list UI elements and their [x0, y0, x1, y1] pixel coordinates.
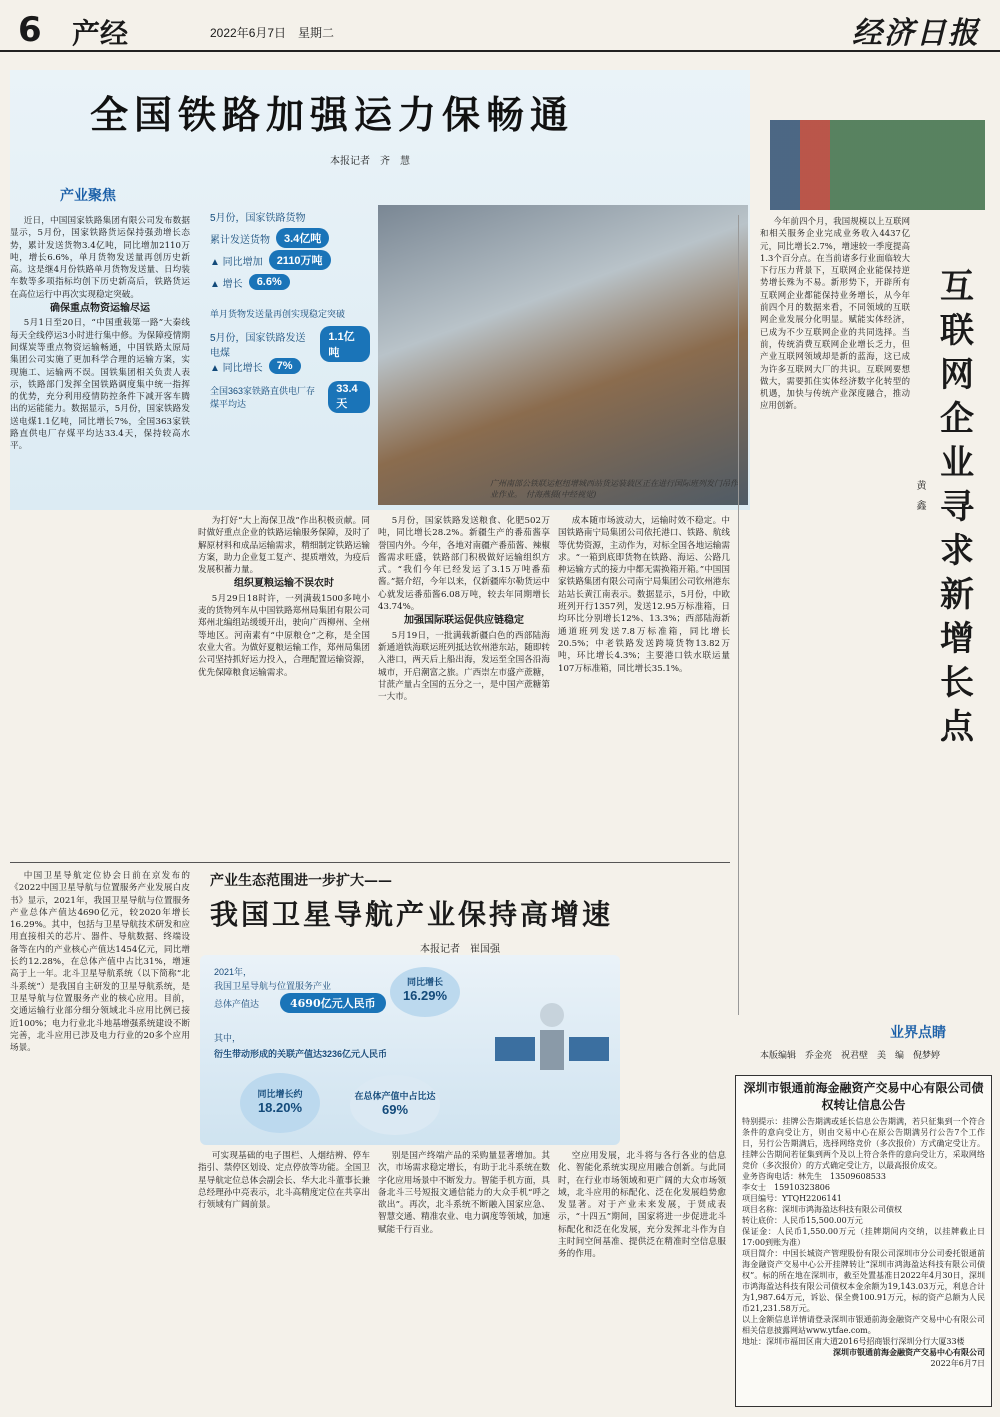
growth-label: 同比增长 — [406, 977, 443, 987]
stat-label: 5月份，国家铁路发送电煤 — [210, 333, 306, 359]
info-line2: 衍生带动形成的关联产值达3236亿元人民币 — [214, 1049, 388, 1059]
notice-contact: 李女士 15910323806 — [742, 1183, 830, 1192]
paragraph: 成本随市场波动大，运输时效不稳定。中国铁路南宁局集团公司依托港口、铁路、航线等优势资源，主动作为，对标全国各地运输需求。“一箱到底即货物在铁路、海运、公路几种运输方式的接力中都无需换箱开箱。”中国国家铁路集团有限公司南宁局集团公司钦州港东站站长黄江南表示。数据显示，5月份，中欧班列开行1357列，发送12.95万标准箱，日均环比分别增长12%、13.3%；西部陆海新通道班列发送7.8万标准箱，同比增长20.5%；中老铁路发送跨境货物13.82万吨，环比增长4.3%；主要港口铁水联运量107万标准箱，同比增长35.1%。 — [558, 516, 730, 674]
stat-value: 2110万吨 — [269, 250, 331, 270]
paragraph: 5月19日，一批满载新疆白色的西部陆海新通道铁海联运班列抵达钦州港东站，随即转入港口，两天后上船出海，发运至全国各沿海城市，开启潮富之旅。广西崇左市盛产蔗糖，甘蔗产量占全国的五分之一，是中国产蔗糖第一大市。 — [378, 630, 550, 703]
notice-title: 深圳市银通前海金融资产交易中心有限公司债权转让信息公告 — [743, 1081, 984, 1112]
stat-label: 单月货物发送量再创实现稳定突破 — [210, 308, 346, 319]
debt-transfer-notice — [735, 1075, 992, 1407]
subheading: 组织夏粮运输不误农时 — [234, 578, 334, 590]
growth-value: 16.29% — [402, 988, 448, 1003]
share-label: 在总体产值中占比达 — [354, 1091, 436, 1101]
info-total-value: 4690亿元人民币 — [280, 993, 386, 1013]
internet-headline: 互联网企业寻求新增长点 — [940, 267, 974, 747]
notice-intro: 项目简介：中国长城资产管理股份有限公司深圳市分公司委托银通前海金融资产交易中心公开挂牌转让“深圳市鸿海盈达科技有限公司债权”。标的所在地在深圳市，截至处置基准日2022年4月30日，深圳市鸿海盈达科技有限公司债权本金余额为19,143.03万元，利息合计为1,987.64万元，诉讼、保全费100.91万元，标的资产总额为人民币21,231.58万元。 — [742, 1249, 985, 1313]
paragraph: 近日，中国国家铁路集团有限公司发布数据显示，5月份，国家铁路货运保持强劲增长态势，累计发送货物3.4亿吨，同比增加2110万吨，增长6.6%，单月货物发送量再创历史新高。这是继4月份铁路单月货物发送量、日均装车数等多项指标均创下历史新高后，铁路货运在高位运行中再次实现稳定突破。 — [10, 216, 190, 300]
stat-row — [210, 227, 370, 249]
notice-body — [736, 1116, 991, 1369]
stat-label: 累计发送货物 — [210, 234, 270, 246]
satellite-headline: 我国卫星导航产业保持高增速 — [210, 898, 614, 931]
rail-stats-panel — [210, 205, 370, 455]
freight-train-graphic — [770, 120, 985, 210]
rail-column-tag: 产业聚焦 — [60, 188, 116, 204]
satellite-kicker: 产业生态范围进一步扩大—— — [210, 873, 392, 889]
info-among: 其中， — [214, 1033, 242, 1043]
page-number: 6 — [18, 10, 42, 50]
container-port-photo — [378, 205, 748, 505]
column-divider — [738, 215, 739, 1015]
satellite-icon — [490, 975, 610, 1125]
stat-value: 6.6% — [249, 274, 290, 290]
related-growth-bubble — [240, 1073, 320, 1133]
info-total-label: 总体产值达 — [214, 999, 260, 1009]
stat-row — [210, 205, 370, 227]
stat-row — [210, 271, 370, 293]
stat-label: ▲ 同比增长 — [210, 362, 263, 374]
paragraph: 今年前四个月，我国规模以上互联网和相关服务企业完成业务收入4437亿元，同比增长2.7%，增速较一季度提高1.3个百分点。在当前诸多行业面临较大下行压力背景下，互联网企业能保持逆势增长殊为不易。新形势下，开辟所有互联网企业都能保持业务增长，从今年前四个月的数据来看，不同领域的互联网企业发展分化明显。赋能实体经济，已成为不少互联网企业的共同选择。当前，传统消费互联网企业增长乏力，但产业互联网领域却是新的蓝海，这已成为许多互联网大厂的共识。互联网要想做大，需要抓住实体经济数字化转型的机遇，加快与传统产业深度融合，推动应用创新。 — [760, 216, 910, 411]
paragraph: 5月29日18时许，一列满载1500多吨小麦的货物列车从中国铁路郑州局集团有限公司郑州北编组站缓缓开出，驶向广西柳州、全州等地区。河南素有“中原粮仓”之称，是全国农业大省。为做好夏粮运输工作，郑州局集团公司坚持抓好运力投入，合理配置运输资源，优先保障粮食运输需求。 — [198, 593, 370, 678]
rail-column-3 — [378, 515, 550, 855]
paragraph: 为打好“大上海保卫战”作出积极贡献。同时做好重点企业的铁路运输服务保障，及时了解原材料和成品运输需求，精细制定铁路运输方案，助力企业复工复产、提质增效，为疫后发展积蓄力量。 — [198, 516, 370, 576]
internet-author: 黄 鑫 — [914, 480, 925, 510]
stat-value: 3.4亿吨 — [276, 228, 329, 248]
rail-headline: 全国铁路加强运力保畅通 — [90, 92, 575, 137]
info-line1: 我国卫星导航与位置服务产业 — [214, 981, 332, 991]
newspaper-logo: 经济日报 — [852, 16, 980, 51]
satellite-byline: 本报记者 崔国强 — [420, 944, 500, 955]
satellite-column-2 — [198, 1150, 370, 1405]
satellite-column-1 — [10, 870, 190, 1405]
stat-value: 7% — [269, 358, 301, 374]
rail-column-4 — [558, 515, 730, 855]
stat-row — [210, 377, 370, 417]
share-bubble — [350, 1075, 440, 1135]
notice-date: 2022年6月7日 — [930, 1359, 985, 1368]
stat-row — [210, 249, 370, 271]
rail-column-1 — [10, 215, 190, 855]
stat-row — [210, 331, 370, 359]
growth-bubble — [390, 967, 460, 1017]
rail-column-2 — [198, 515, 370, 855]
stat-value: 1.1亿吨 — [320, 326, 370, 362]
stat-label: 5月份，国家铁路货物 — [210, 212, 306, 224]
related-growth-value: 18.20% — [257, 1100, 303, 1115]
notice-price: 转让底价：人民币15,500.00万元 — [742, 1216, 863, 1225]
paragraph: 中国卫星导航定位协会日前在京发布的《2022中国卫星导航与位置服务产业发展白皮书》显示，2021年，我国卫星导航与位置服务产业总体产值达4690亿元，较2020年增长16.29%。其中，包括与卫星导航技术研发和应用直接相关的芯片、器件、导航数据、终端设备等在内的产业核心产值达1454亿元，同比增长约12.28%，在总体产值中占比31%，增速高于上一年。北斗卫星导航系统（以下简称“北斗系统”）是我国自主研发的卫星导航系统，是卫星导航与位置服务产业的核心应用。目前，交通运输行业部分细分领域北斗应用比例已接近100%；电力行业北斗地基增强系统建设不断完善，北斗应用已涉及电力行业的20多个应用场景。 — [10, 871, 190, 1054]
page-editors: 本版编辑 乔金亮 祝君壁 美 编 倪梦婷 — [760, 1051, 941, 1061]
internet-commentary — [760, 215, 910, 955]
paragraph: 空应用发展，北斗将与各行各业的信息化、智能化系统实现应用融合创新。与此同时，在行业市场领域和更广阔的大众市场领域，北斗应用的标配化、泛在化发展趋势愈发显著。对于产业未来发展，于贤成表示，“十四五”期间，国家将进一步促进北斗标配化和泛在化发展，充分发挥北斗作为自主时间空间基准、提供泛在精准时空信息服务的作用。 — [558, 1151, 726, 1260]
section-name: 产经 — [72, 17, 129, 50]
masthead — [0, 0, 1000, 52]
info-year: 2021年， — [214, 967, 253, 977]
satellite-column-3 — [378, 1150, 550, 1405]
notice-tip: 特别提示：挂牌公告期满或延长信息公告期满，若只征集到一个符合条件的意向受让方，则由交易中心在原公告期满另行公告7个工作日，另行公告期满后，选择网络竞价（多次报价）方式确定受让方。挂牌公告期间若征集到两个及以上符合条件的意向受让方，采取网络竞价（多次报价）的方式确定受让方，以最高报价成交。 — [742, 1117, 985, 1170]
subheading: 加强国际联运促供应链稳定 — [404, 615, 524, 627]
satellite-column-4 — [558, 1150, 726, 1405]
stat-label: ▲ 同比增加 — [210, 256, 263, 268]
notice-project-name: 项目名称：深圳市鸿海盈达科技有限公司债权 — [742, 1205, 902, 1214]
photo-caption: 广州南部公铁联运枢纽增城西站货运装载区正在进行国际班列发门吊作业作业。 付海燕摄(中经视觉) — [490, 479, 738, 499]
paragraph: 可实现基础的电子围栏、人烟结辨、停车指引、禁停区划设、定点停放等功能。全国卫星导航定位总体会副会长、华大北斗董事长兼总经理孙中亮表示，北斗高精度定位在共享出行领域有广阔前景。 — [198, 1151, 370, 1211]
subheading: 确保重点物资运输尽运 — [50, 303, 150, 315]
notice-deposit: 保证金：人民币1,550.00万元（挂牌期间内交纳，以挂牌截止日17:00到账为准） — [742, 1227, 985, 1247]
related-growth-label: 同比增长约 — [257, 1089, 303, 1099]
stat-label: ▲ 增长 — [210, 278, 243, 290]
commentary-column-tag: 业界点睛 — [890, 1025, 946, 1041]
notice-address: 地址：深圳市福田区南大道2016号招商银行深圳分行大厦33楼 — [742, 1337, 965, 1346]
paragraph: 别是国产终端产品的采购量显著增加。其次，市场需求稳定增长，有助于北斗系统在数字化应用场景中不断发力。智能手机方面，具备北斗三号短报文通信能力的大众手机“呼之欲出”。再次，北斗系统不断融入国家应急、智慧交通、精准农业、电力调度等领域，加速赋能千行百业。 — [378, 1151, 550, 1235]
notice-project-no: 项目编号：YTQH2206141 — [742, 1194, 842, 1203]
notice-signature: 深圳市银通前海金融资产交易中心有限公司 — [833, 1347, 985, 1357]
satellite-infographic — [200, 955, 620, 1145]
stat-value: 33.4天 — [328, 381, 370, 413]
notice-note: 以上金额信息详情请登录深圳市银通前海金融资产交易中心有限公司相关信息披露网站www.ytfae.com。 — [742, 1315, 985, 1335]
rail-byline: 本报记者 齐 慧 — [330, 156, 410, 167]
notice-contact: 业务咨询电话：林先生 13509608533 — [742, 1172, 886, 1181]
issue-date: 2022年6月7日 星期二 — [210, 26, 335, 40]
stat-label: 全国363家铁路直供电厂存煤平均达 — [210, 386, 316, 409]
section-divider — [10, 862, 730, 863]
share-value: 69% — [381, 1102, 409, 1117]
paragraph: 5月1日至20日，“中国重载第一路”大秦线每天全线停运3小时进行集中修。为保障疫情期间煤炭等重点物资运输畅通，中国铁路太原局集团公司实施了更加科学合理的运输方案，实现施工、运输两不误。国铁集团相关负责人表示，铁路部门发挥全国铁路调度集中统一指挥的优势，充分利用疫情防控条件下减开客车腾出的运能能力。数据显示，5月份，国家铁路发送电煤1.1亿吨，同比增长7%，全国363家铁路直供电厂存煤平均达33.4天，保持较高水平。 — [10, 318, 190, 452]
paragraph: 5月份，国家铁路发送粮食、化肥502万吨，同比增长28.2%。新疆生产的番茄酱享誉国内外。今年，各地对南疆产番茄酱、辣椒酱需求旺盛，铁路部门积极做好运输组织方式。“我们今年已经发运了3.15万吨番茄酱。”据介绍，今年以来，仅新疆库尔勒货运中心就发运番茄酱6.08万吨，较去年同期增长43.74%。 — [378, 516, 550, 613]
